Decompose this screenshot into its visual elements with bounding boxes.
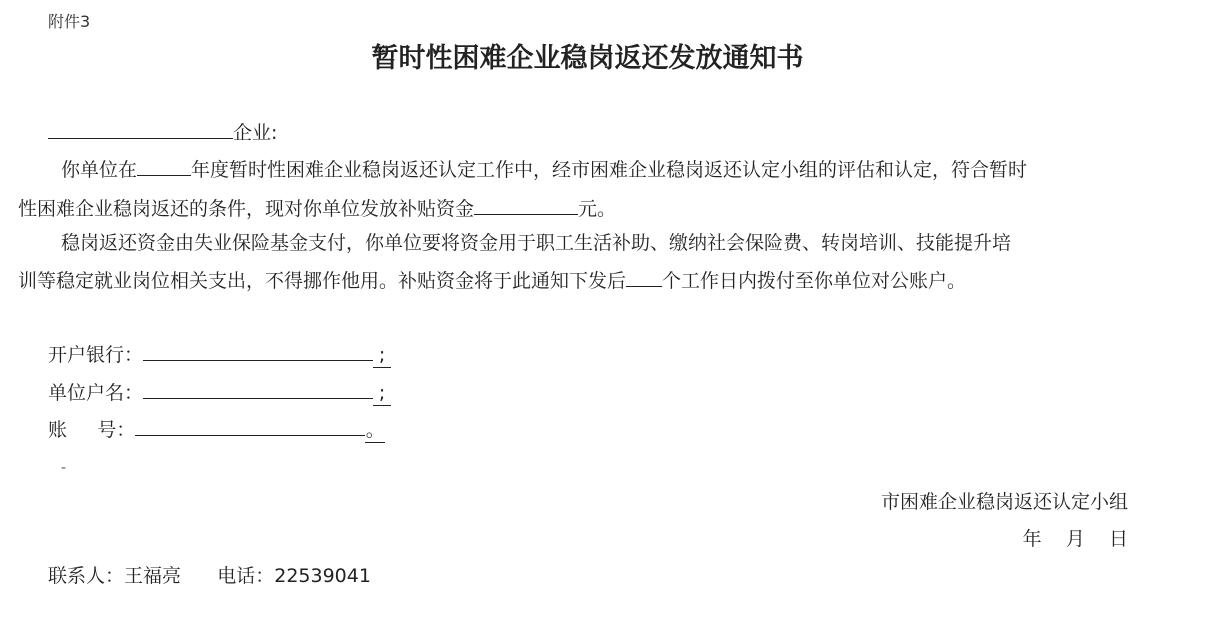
date-line: 年 月 日 [1022, 528, 1128, 550]
contact-line: 联系人：王福亮 电话：22539041 [48, 565, 371, 587]
bank-label: 开户银行： [48, 344, 144, 366]
issuer: 市困难企业稳岗返还认定小组 [880, 491, 1128, 513]
account-no-blank [135, 417, 365, 436]
para2-line1: 稳岗返还资金由失业保险基金支付，你单位要将资金用于职工生活补助、缴纳社会保险费、转岗培训、技能提升培 [61, 232, 1012, 254]
amount-blank [474, 196, 578, 215]
account-name-end: ; [373, 381, 391, 406]
account-name-label: 单位户名： [48, 382, 144, 404]
para2-text-a: 训等稳定就业岗位相关支出，不得挪作他用。补贴资金将于此通知下发后 [18, 270, 627, 292]
para1-text-d: 元。 [578, 198, 617, 220]
workdays-blank [626, 268, 662, 287]
account-no-line [48, 417, 385, 443]
account-name-line [48, 380, 391, 406]
account-no-label: 账 号： [48, 419, 136, 441]
dash-mark: - [61, 460, 67, 476]
bank-line [48, 342, 391, 368]
para2-line2 [18, 268, 966, 293]
salutation-line [48, 120, 277, 145]
para1-line2 [18, 196, 616, 221]
salutation-suffix: 企业: [233, 122, 278, 144]
para1-text-b: 年度暂时性困难企业稳岗返还认定工作中，经市困难企业稳岗返还认定小组的评估和认定，符合暂时 [191, 159, 1028, 181]
bank-blank [143, 342, 373, 361]
para1-line1 [61, 157, 1027, 182]
para2-text-b: 个工作日内拨付至你单位对公账户。 [662, 270, 967, 292]
account-name-blank [143, 380, 373, 399]
page-title: 暂时性困难企业稳岗返还发放通知书 [371, 43, 804, 74]
attachment-label: 附件3 [48, 12, 91, 31]
year-blank [137, 157, 191, 176]
para1-text-c: 性困难企业稳岗返还的条件，现对你单位发放补贴资金 [18, 198, 475, 220]
account-no-end: 。 [365, 419, 385, 441]
bank-end: ; [373, 343, 391, 368]
para1-text-a: 你单位在 [61, 159, 138, 181]
company-name-blank [48, 120, 233, 139]
